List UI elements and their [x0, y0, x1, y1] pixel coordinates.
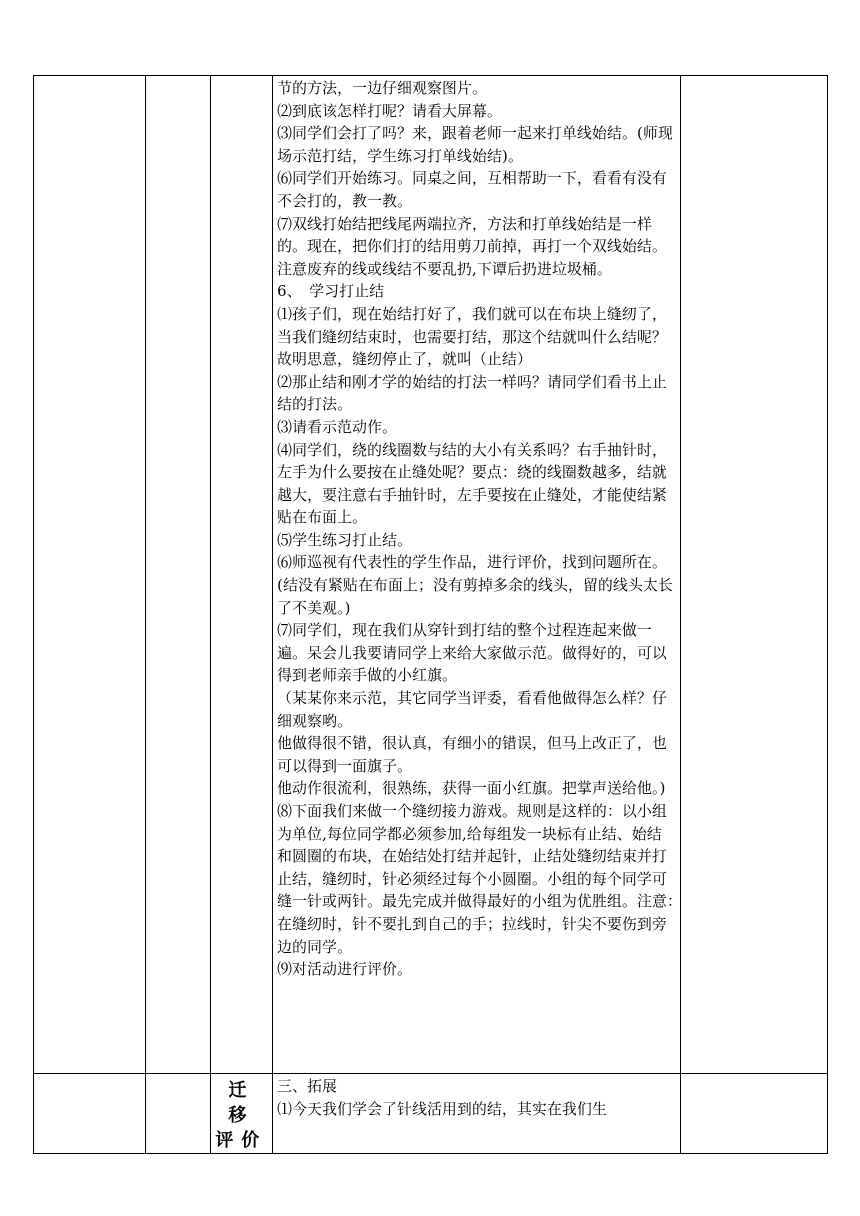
notes-cell [680, 1074, 827, 1154]
table-row [34, 1074, 828, 1154]
paragraph: ⑷同学们，绕的线圈数与结的大小有关系吗？右手抽针时，左手为什么要按在止缝处呢？要点：绕的线圈数越多，结就越大，要注意右手抽针时，左手要按在止缝处，才能使结紧贴在布面上。 [277, 441, 668, 527]
paragraph: ⑶请看示范动作。 [277, 418, 398, 436]
section-heading: 6、 学习打止结 [277, 283, 385, 301]
stage-cell [210, 1074, 273, 1154]
paragraph: ⑶同学们会打了吗？来，跟着老师一起来打单线始结。(师现场示范打结，学生练习打单线始结)。 [277, 125, 673, 165]
paragraph: ⑹同学们开始练习。同桌之间，互相帮助一下，看看有没有不会打的，教一教。 [277, 170, 668, 210]
paragraph: 他做得很不错，很认真，有细小的错误，但马上改正了，也可以得到一面旗子。 [277, 735, 668, 775]
empty-cell [145, 76, 210, 1074]
paragraph: 节的方法，一边仔细观察图片。 [277, 80, 488, 97]
table-row [34, 76, 828, 1074]
paragraph: ⑹师巡视有代表性的学生作品，进行评价，找到问题所在。(结没有紧贴在布面上；没有剪掉多余的线头，留的线头太长了不美观。) [277, 554, 673, 617]
paragraph: ⑸学生练习打止结。 [277, 531, 413, 549]
stage-cell [210, 76, 273, 1074]
paragraph: ⑺双线打始结把线尾两端拉齐，方法和打单线始结是一样的。现在，把你们打的结用剪刀前掉，再打一个双线始结。注意废弃的线或线结不要乱扔,下谭后扔进垃圾桶。 [277, 215, 668, 278]
stage-label-line2: 评价 [215, 1130, 268, 1151]
paragraph: ⑻下面我们来做一个缝纫接力游戏。规则是这样的：以小组为单位,每位同学都必须参加,给每组发一块标有止结、始结和圆圈的布块，在始结处打结并起针，止结处缝纫结束并打止结，缝纫时，针必须经过每个小圆圈。小组的每个同学可缝一针或两针。最先完成并做得最好的小组为优胜组。注意： 在缝纫时，针不要扎到自己的手；拉线时，针尖不要伤到旁边的同学。 [277, 803, 690, 956]
empty-cell [145, 1074, 210, 1154]
paragraph: ⑼对活动进行评价。 [277, 961, 413, 979]
paragraph: ⑴今天我们学会了针线活用到的结，其实在我们生 [277, 1100, 608, 1118]
teaching-process-cell [273, 76, 690, 1074]
paragraph: ⑵到底该怎样打呢？请看大屏幕。 [277, 102, 503, 120]
empty-cell [34, 1074, 146, 1154]
paragraph: （某某你来示范，其它同学当评委，看看他做得怎么样？仔细观察哟。 [277, 690, 668, 730]
paragraph: ⑵那止结和刚才学的始结的打法一样吗？请同学们看书上止结的打法。 [277, 373, 668, 414]
empty-cell [34, 76, 146, 1074]
paragraph: ⑺同学们，现在我们从穿针到打结的整个过程连起来做一遍。呆会儿我要请同学上来给大家做示范。做得好的，可以得到老师亲手做的小红旗。 [277, 622, 668, 685]
paragraph: 他动作很流利，很熟练，获得一面小红旗。把掌声送给他。) [277, 780, 666, 798]
teaching-process-cell [273, 1074, 681, 1154]
stage-label-line1: 迁 移 [228, 1080, 255, 1126]
notes-cell [680, 76, 827, 1074]
paragraph: ⑴孩子们，现在始结打好了，我们就可以在布块上缝纫了，当我们缝纫结束时，也需要打结，那这个结就叫什么结呢？故明思意，缝纫停止了，就叫（止结） [277, 305, 668, 369]
lesson-plan-table [33, 75, 828, 1154]
section-heading: 三、拓展 [277, 1078, 338, 1095]
